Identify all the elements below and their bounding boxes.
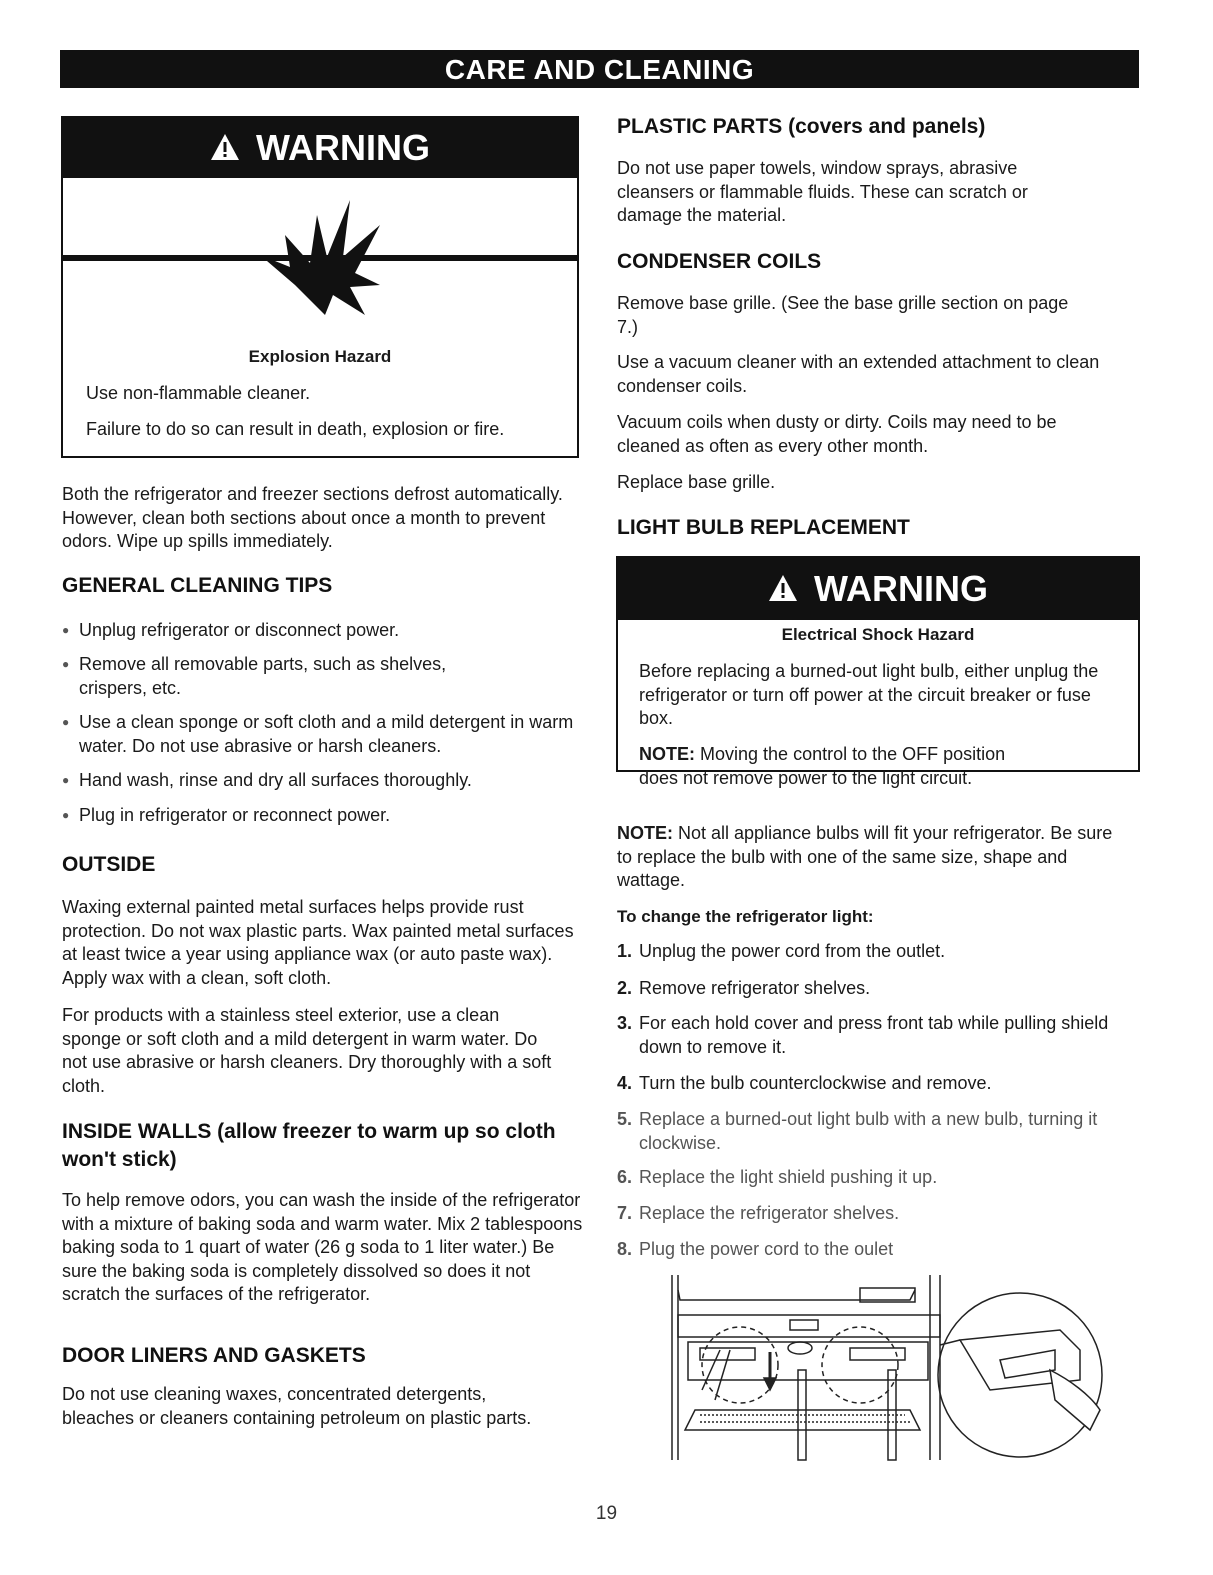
condenser-paragraph: Remove base grille. (See the base grille section on page 7.) <box>617 293 1069 337</box>
light-shield-illustration <box>660 1270 1120 1470</box>
divider <box>577 116 579 458</box>
bullet-icon: ● <box>62 808 70 822</box>
note-label: NOTE: <box>639 744 695 764</box>
step-number: 6. <box>617 1167 633 1187</box>
condenser-paragraph: Use a vacuum cleaner with an extended attachment to clean condenser coils. <box>617 352 1100 396</box>
note-text: Not all appliance bulbs will fit your refrigerator. Be sure to replace the bulb with one of the same size, shape and wattage. <box>617 823 1113 890</box>
page-banner: CARE AND CLEANING <box>60 50 1139 88</box>
step-number: 4. <box>617 1073 633 1093</box>
warning-triangle-icon <box>768 574 798 602</box>
bullet-icon: ● <box>62 657 70 671</box>
explosion-warning-body <box>61 116 579 259</box>
general-cleaning-heading: GENERAL CLEANING TIPS <box>62 574 333 597</box>
plastic-parts-heading: PLASTIC PARTS (covers and panels) <box>617 115 986 138</box>
inside-paragraph: To help remove odors, you can wash the inside of the refrigerator with a mixture of baking soda and warm water. Mix 2 tablespoons baking soda to 1 quart of water (26 g soda to 1 liter water.) Be sure the baking soda is completely dissolved so does it not scratch the surfaces of the refrigerator. <box>62 1190 583 1304</box>
step-number: 8. <box>617 1239 633 1259</box>
bullet-icon: ● <box>62 623 70 637</box>
outside-paragraph: For products with a stainless steel exterior, use a clean sponge or soft cloth and a mild detergent in warm water. Do not use abrasive or harsh cleaners. Dry thoroughly with a soft cloth. <box>62 1005 552 1096</box>
list-item <box>617 977 1117 1001</box>
step-text: Replace the refrigerator shelves. <box>639 1203 900 1223</box>
explosion-hazard-title: Explosion Hazard <box>248 347 392 366</box>
list-item <box>62 711 587 758</box>
outside-heading: OUTSIDE <box>62 853 156 876</box>
warning-heading: WARNING <box>814 568 988 609</box>
change-light-heading: To change the refrigerator light: <box>617 907 874 926</box>
list-item-text: Remove all removable parts, such as shelves, crispers, etc. <box>79 654 447 698</box>
step-number: 1. <box>617 941 633 961</box>
condenser-heading: CONDENSER COILS <box>617 250 822 273</box>
condenser-paragraph: Vacuum coils when dusty or dirty. Coils may need to be cleaned as often as every other month. <box>617 412 1057 456</box>
step-text: Turn the bulb counterclockwise and remove. <box>639 1073 992 1093</box>
divider <box>61 456 579 458</box>
light-bulb-heading: LIGHT BULB REPLACEMENT <box>617 516 910 539</box>
warning-header <box>618 558 1138 620</box>
step-text: For each hold cover and press front tab while pulling shield down to remove it. <box>639 1013 1109 1057</box>
list-item <box>617 1012 1117 1059</box>
bullet-icon: ● <box>62 715 70 729</box>
list-item-text: Unplug refrigerator or disconnect power. <box>79 620 400 640</box>
page-number: 19 <box>595 1503 618 1524</box>
step-text: Replace a burned-out light bulb with a new bulb, turning it clockwise. <box>639 1109 1098 1153</box>
list-item <box>617 1202 1117 1226</box>
list-item <box>62 619 582 643</box>
step-number: 5. <box>617 1109 633 1129</box>
bullet-icon: ● <box>62 773 70 787</box>
list-item <box>62 769 582 793</box>
warning-note <box>639 743 1039 790</box>
list-item-text: Use a clean sponge or soft cloth and a mild detergent in warm water. Do not use abrasive or harsh cleaners. <box>79 712 574 756</box>
step-text: Plug the power cord to the oulet <box>639 1239 894 1259</box>
door-paragraph: Do not use cleaning waxes, concentrated detergents, bleaches or cleaners containing petroleum on plastic parts. <box>62 1384 532 1428</box>
list-item-text: Plug in refrigerator or reconnect power. <box>79 805 391 825</box>
door-liners-heading: DOOR LINERS AND GASKETS <box>62 1344 366 1367</box>
divider <box>61 116 63 458</box>
bulb-note <box>617 822 1132 893</box>
shock-hazard-title: Electrical Shock Hazard <box>781 625 975 644</box>
list-item <box>62 804 582 828</box>
list-item <box>617 940 1117 964</box>
list-item-text: Hand wash, rinse and dry all surfaces thoroughly. <box>79 770 472 790</box>
list-item <box>617 1166 1117 1190</box>
list-item <box>617 1238 1117 1262</box>
list-item <box>617 1108 1137 1155</box>
step-text: Remove refrigerator shelves. <box>639 978 871 998</box>
outside-paragraph: Waxing external painted metal surfaces helps provide rust protection. Do not wax plastic parts. Wax painted metal surfaces at least twice a year using appliance wax (or auto paste wax). Apply wax with a clean, soft cloth. <box>62 897 574 988</box>
step-number: 2. <box>617 978 633 998</box>
step-text: Unplug the power cord from the outlet. <box>639 941 946 961</box>
list-item <box>62 653 502 700</box>
note-text: Moving the control to the OFF position does not remove power to the light circuit. <box>639 744 1006 788</box>
list-item <box>617 1072 1117 1096</box>
intro-text: Both the refrigerator and freezer sections defrost automatically. However, clean both sections about once a month to prevent odors. Wipe up spills immediately. <box>62 484 563 551</box>
step-text: Replace the light shield pushing it up. <box>639 1167 938 1187</box>
inside-walls-heading: INSIDE WALLS (allow freezer to warm up so cloth won't stick) <box>62 1120 556 1171</box>
plastic-paragraph: Do not use paper towels, window sprays, abrasive cleansers or flammable fluids. These can scratch or damage the material. <box>617 158 1028 225</box>
warning-line: Use non-flammable cleaner. <box>86 383 311 403</box>
warning-line: Failure to do so can result in death, explosion or fire. <box>86 419 505 439</box>
step-number: 7. <box>617 1203 633 1223</box>
warning-paragraph: Before replacing a burned-out light bulb, either unplug the refrigerator or turn off power at the circuit breaker or fuse box. <box>639 661 1099 728</box>
warning-heading: WARNING <box>256 127 430 168</box>
note-label: NOTE: <box>617 823 673 843</box>
step-number: 3. <box>617 1013 633 1033</box>
divider <box>61 255 579 257</box>
condenser-paragraph: Replace base grille. <box>617 472 776 492</box>
